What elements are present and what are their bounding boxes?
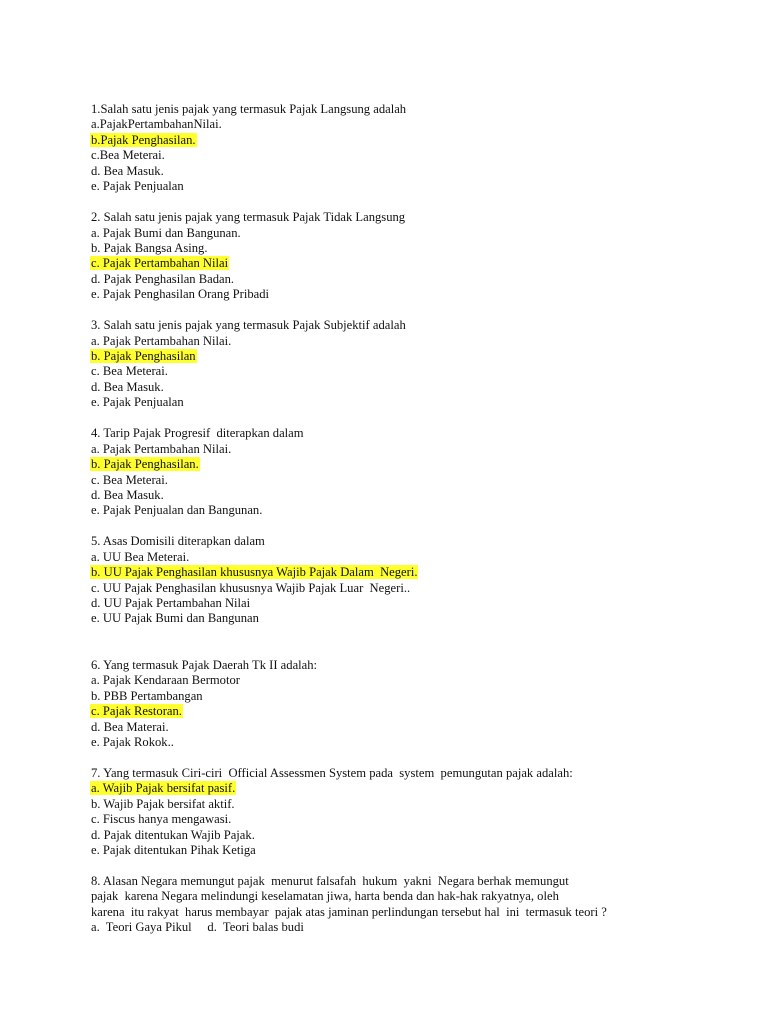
answer-option-text: c. Fiscus hanya mengawasi. <box>91 812 232 827</box>
question-5 <box>91 534 751 627</box>
question-3 <box>91 318 751 411</box>
question-prompt-line: pajak karena Negara melindungi keselamatan jiwa, harta benda dan hak-hak rakyatnya, oleh <box>91 889 559 904</box>
correct-answer-highlight: c. Pajak Pertambahan Nilai <box>91 256 229 271</box>
question-6 <box>91 658 751 751</box>
answer-option <box>91 457 751 472</box>
question-prompt-line: 8. Alasan Negara memungut pajak menurut falsafah hukum yakni Negara berhak memungut <box>91 873 569 888</box>
answer-option <box>91 596 751 611</box>
correct-answer-highlight: b.Pajak Penghasilan. <box>91 132 196 147</box>
answer-option-text: e. Pajak Penghasilan Orang Pribadi <box>91 287 270 302</box>
correct-answer-highlight: c. Pajak Restoran. <box>91 704 182 719</box>
question-prompt-line: 4. Tarip Pajak Progresif diterapkan dalam <box>91 426 304 441</box>
answer-option-text: c. UU Pajak Penghasilan khususnya Wajib Pajak Luar Negeri.. <box>91 580 411 595</box>
answer-option-text: a. Pajak Bumi dan Bangunan. <box>91 225 241 240</box>
answer-option <box>91 720 751 735</box>
correct-answer-highlight: b. Pajak Penghasilan. <box>91 457 199 472</box>
answer-option <box>91 117 751 132</box>
answer-option <box>91 673 751 688</box>
question-prompt-line: 7. Yang termasuk Ciri-ciri Official Assessmen System pada system pemungutan pajak adalah: <box>91 765 573 780</box>
question-prompt-line: karena itu rakyat harus membayar pajak atas jaminan perlindungan tersebut hal ini termasuk teori ? <box>91 904 607 919</box>
answer-option <box>91 689 751 704</box>
answer-option <box>91 565 751 580</box>
answer-option <box>91 179 751 194</box>
blank-line <box>91 642 751 657</box>
answer-option-text: a. UU Bea Meterai. <box>91 549 190 564</box>
answer-option <box>91 256 751 271</box>
answer-option-text: d. Bea Masuk. <box>91 379 164 394</box>
answer-option <box>91 781 751 796</box>
answer-option <box>91 812 751 827</box>
document-page <box>91 102 751 951</box>
answer-option-text: d. Bea Masuk. <box>91 163 164 178</box>
answer-option-text: e. Pajak Penjualan <box>91 395 184 410</box>
answer-option-text: a. Pajak Pertambahan Nilai. <box>91 333 232 348</box>
question-prompt-line: 6. Yang termasuk Pajak Daerah Tk II adalah: <box>91 657 318 672</box>
answer-option <box>91 503 751 518</box>
answer-option-text: b. Pajak Bangsa Asing. <box>91 240 208 255</box>
answer-option <box>91 550 751 565</box>
question-prompt-line: 1.Salah satu jenis pajak yang termasuk Pajak Langsung adalah <box>91 102 407 116</box>
answer-option-text: c. Bea Meterai. <box>91 364 168 379</box>
answer-option-text: e. Pajak Penjualan <box>91 179 184 194</box>
question-prompt-line: 2. Salah satu jenis pajak yang termasuk Pajak Tidak Langsung <box>91 210 406 225</box>
answer-option <box>91 272 751 287</box>
answer-option <box>91 611 751 626</box>
answer-option-text: d. UU Pajak Pertambahan Nilai <box>91 596 251 610</box>
answer-option <box>91 334 751 349</box>
answer-option <box>91 133 751 148</box>
answer-option-text: c.Bea Meterai. <box>91 148 165 163</box>
answer-option-text: b. PBB Pertambangan <box>91 688 203 703</box>
answer-option <box>91 380 751 395</box>
answer-option-text: a. Teori Gaya Pikul d. Teori balas budi <box>91 920 304 935</box>
answer-option-text: a.PajakPertambahanNilai. <box>91 117 222 132</box>
answer-option <box>91 148 751 163</box>
answer-option <box>91 920 751 935</box>
answer-option <box>91 797 751 812</box>
answer-option <box>91 843 751 858</box>
answer-option <box>91 395 751 410</box>
answer-option <box>91 226 751 241</box>
answer-option-text: a. Pajak Pertambahan Nilai. <box>91 441 232 456</box>
answer-option-text: e. UU Pajak Bumi dan Bangunan <box>91 611 259 626</box>
answer-option-text: c. Bea Meterai. <box>91 472 168 487</box>
answer-option-text: d. Bea Masuk. <box>91 487 164 502</box>
answer-option-text: b. Wajib Pajak bersifat aktif. <box>91 796 235 811</box>
answer-option-text: d. Pajak Penghasilan Badan. <box>91 271 235 286</box>
question-prompt-line: 5. Asas Domisili diterapkan dalam <box>91 534 265 549</box>
answer-option-text: d. Pajak ditentukan Wajib Pajak. <box>91 827 255 842</box>
answer-option <box>91 828 751 843</box>
answer-option <box>91 704 751 719</box>
answer-option <box>91 164 751 179</box>
question-2 <box>91 210 751 303</box>
answer-option <box>91 488 751 503</box>
answer-option <box>91 735 751 750</box>
answer-option <box>91 473 751 488</box>
answer-option <box>91 442 751 457</box>
question-1 <box>91 102 751 195</box>
question-prompt-line: 3. Salah satu jenis pajak yang termasuk Pajak Subjektif adalah <box>91 318 406 333</box>
answer-option <box>91 287 751 302</box>
question-8 <box>91 874 751 936</box>
correct-answer-highlight: b. UU Pajak Penghasilan khususnya Wajib Pajak Dalam Negeri. <box>91 565 418 580</box>
answer-option-text: d. Bea Materai. <box>91 719 169 734</box>
answer-option-text: e. Pajak Penjualan dan Bangunan. <box>91 503 263 518</box>
answer-option <box>91 241 751 256</box>
correct-answer-highlight: b. Pajak Penghasilan <box>91 349 196 363</box>
answer-option <box>91 581 751 596</box>
answer-option <box>91 364 751 379</box>
answer-option-text: a. Pajak Kendaraan Bermotor <box>91 673 240 688</box>
answer-option-text: e. Pajak Rokok.. <box>91 734 174 749</box>
correct-answer-highlight: a. Wajib Pajak bersifat pasif. <box>91 781 236 796</box>
answer-option <box>91 349 751 364</box>
answer-option-text: e. Pajak ditentukan Pihak Ketiga <box>91 843 256 857</box>
question-7 <box>91 766 751 859</box>
question-4 <box>91 426 751 519</box>
